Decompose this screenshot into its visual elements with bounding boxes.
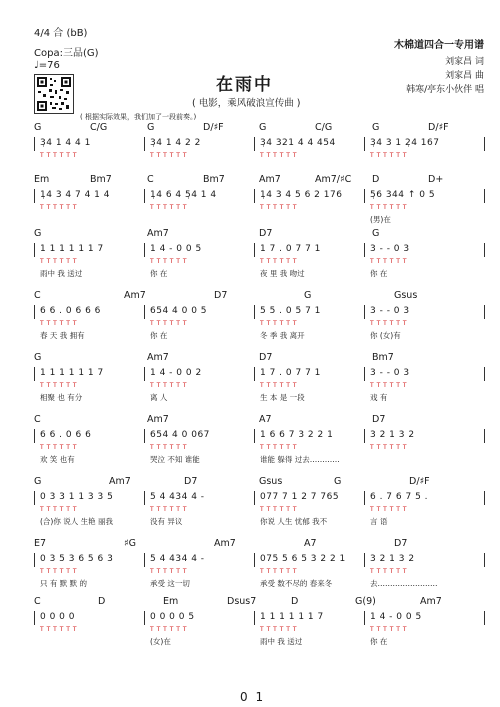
lyric-text: (合)你 说人 生艳 丽我 (40, 517, 114, 526)
measure-notes: 6 6 . 0 6 6 (40, 430, 92, 440)
lyric-text: (男)在 (370, 215, 391, 224)
tab-marks: T T T T T T (370, 506, 408, 513)
chord-symbol: D/♯F (428, 122, 449, 133)
chord-symbol: Bm7 (372, 352, 394, 363)
lyric-text: 相聚 也 有分 (40, 393, 83, 402)
bar-line (484, 429, 485, 443)
lyric-text: 谁能 躲得 过去………… (260, 455, 340, 464)
measure-notes: 1 1 1 1 1 1 7 (40, 244, 104, 254)
bar-line (34, 243, 35, 257)
measure-notes: 1 4 - 0 0 5 (150, 244, 202, 254)
lyric-text: 戏 有 (370, 393, 388, 402)
measure-notes: 1 1 1 1 1 1 7 (260, 612, 324, 622)
chord-symbol: Am7 (420, 596, 442, 607)
measure-notes: 654 4 0 0 5 (150, 306, 208, 316)
chord-symbol: E7 (34, 538, 47, 549)
lyric-text: 离 人 (150, 393, 168, 402)
tab-marks: T T T T T T (370, 152, 408, 159)
bar-line (144, 137, 145, 151)
tab-marks: T T T T T T (40, 444, 78, 451)
chord-symbol: Em (163, 596, 179, 607)
chord-symbol: D7 (394, 538, 408, 549)
measure-notes: 0 0 0 0 5 (150, 612, 195, 622)
tab-marks: T T T T T T (260, 626, 298, 633)
tab-marks: T T T T T T (370, 204, 408, 211)
bar-line (144, 367, 145, 381)
tab-marks: T T T T T T (150, 382, 188, 389)
measure-notes: 3 - - 0 3 (370, 244, 410, 254)
bar-line (364, 367, 365, 381)
measure-notes: 3 2 1 3 2 (370, 430, 415, 440)
measure-notes: 3̣4 3 1 2̣4 167 (370, 138, 440, 148)
tab-marks: T T T T T T (150, 444, 188, 451)
bar-line (484, 243, 485, 257)
chord-row (34, 414, 484, 426)
lyric-text: 你 (女)有 (370, 331, 401, 340)
chord-symbol: D (372, 174, 380, 185)
chord-symbol: A7 (259, 414, 272, 425)
lyric-text: 没有 异议 (150, 517, 183, 526)
chord-row (34, 174, 484, 186)
measure-notes: 3̣4 1 4 4 1 (40, 138, 91, 148)
measure-notes: 075 5 6 5 3 2 2 1 (260, 554, 346, 564)
bar-line (484, 553, 485, 567)
bar-line (254, 553, 255, 567)
tab-marks: T T T T T T (260, 382, 298, 389)
chord-symbol: Am7 (214, 538, 236, 549)
intro-note: ( 根据实际效果，我们加了一段前奏。) (80, 113, 197, 121)
chord-symbol: G (34, 228, 42, 239)
bar-line (34, 189, 35, 203)
chord-row (34, 122, 484, 134)
lyric-row (34, 516, 484, 528)
note-row (34, 190, 484, 202)
lyric-row (34, 392, 484, 404)
chord-symbol: D7 (372, 414, 386, 425)
measure-notes: 1 7 . 0 7 7 1 (260, 244, 321, 254)
measure-notes: 1̣4 3 4 5 6 2 176 (260, 190, 343, 200)
bar-line (254, 189, 255, 203)
measure-notes: 0 3 3 1 1 3 3 5 (40, 492, 114, 502)
bar-line (34, 367, 35, 381)
lyricist-credit: 刘家昌 词 (445, 57, 484, 67)
chord-row (34, 596, 484, 608)
chord-symbol: Dsus7 (227, 596, 257, 607)
tab-marks: T T T T T T (40, 506, 78, 513)
chord-symbol: ♯G (124, 538, 136, 549)
note-row (34, 368, 484, 380)
tab-marks: T T T T T T (150, 568, 188, 575)
chord-symbol: D (291, 596, 299, 607)
bar-line (254, 611, 255, 625)
bar-line (34, 553, 35, 567)
lyric-text: (女)在 (150, 637, 171, 646)
lyric-text: 夜 里 我 吻过 (260, 269, 305, 278)
chord-symbol: Am7 (109, 476, 131, 487)
measure-notes: 5 5 . 0 5 7 1 (260, 306, 321, 316)
tab-marks: T T T T T T (40, 152, 78, 159)
bar-line (144, 611, 145, 625)
tab-marks: T T T T T T (40, 568, 78, 575)
measure-notes: 1̣4 3 4 7 4 1 4 (40, 190, 110, 200)
chord-symbol: Am7/♯C (315, 174, 352, 185)
chord-symbol: C (147, 174, 154, 185)
chord-symbol: G (259, 122, 267, 133)
bar-line (34, 429, 35, 443)
measure-notes: 6 . 7 6 7 5 . (370, 492, 429, 502)
lyric-text: 你 在 (370, 637, 388, 646)
chord-row (34, 228, 484, 240)
measure-notes: 0 0 0 0 (40, 612, 75, 622)
lyric-row (34, 330, 484, 342)
chord-symbol: Am7 (147, 352, 169, 363)
chord-symbol: D7 (259, 352, 273, 363)
tab-marks: T T T T T T (40, 258, 78, 265)
measure-notes: 3̣4 1 4 2 2 (150, 138, 201, 148)
chord-symbol: G (147, 122, 155, 133)
chord-symbol: Gsus (394, 290, 418, 301)
lyric-row (34, 214, 484, 226)
lyric-text: 你 在 (150, 331, 168, 340)
lyric-text: 承受 数不尽的 春来冬 (260, 579, 333, 588)
chord-symbol: A7 (304, 538, 317, 549)
chord-symbol: D7 (259, 228, 273, 239)
lyric-row (34, 578, 484, 590)
chord-symbol: G(9) (355, 596, 376, 607)
chord-symbol: C (34, 290, 41, 301)
lyric-text: 你说 人生 忧郁 我不 (260, 517, 328, 526)
chord-symbol: C (34, 596, 41, 607)
chord-row (34, 352, 484, 364)
bar-line (34, 137, 38, 151)
tab-marks: T T T T T T (150, 204, 188, 211)
bar-line (144, 553, 145, 567)
chord-symbol: Am7 (124, 290, 146, 301)
tab-row (34, 258, 484, 268)
tab-row (34, 382, 484, 392)
measure-notes: 3 - - 0 3 (370, 368, 410, 378)
chord-symbol: Bm7 (203, 174, 225, 185)
qr-code-icon (34, 74, 74, 114)
chord-symbol: C (34, 414, 41, 425)
lyric-text: 言 语 (370, 517, 388, 526)
bar-line (254, 367, 255, 381)
note-row (34, 554, 484, 566)
measure-notes: 5 4 434 4 - (150, 554, 205, 564)
time-key: 4/4 合 (bB) (34, 28, 88, 39)
bar-line (254, 243, 255, 257)
chord-symbol: C/G (315, 122, 333, 133)
note-row (34, 306, 484, 318)
lyric-text: 冬 季 我 离开 (260, 331, 305, 340)
bar-line (254, 305, 255, 319)
singer-credit: 韩寒/亭东小伙伴 唱 (406, 85, 484, 95)
song-title: 在雨中 (216, 75, 273, 95)
bar-line (144, 189, 145, 203)
bar-line (364, 429, 365, 443)
chord-symbol: Am7 (147, 414, 169, 425)
tab-row (34, 568, 484, 578)
tab-marks: T T T T T T (40, 626, 78, 633)
brand-label: 木棉道四合一专用谱 (394, 40, 484, 51)
bar-line (364, 611, 365, 625)
bar-line (144, 429, 145, 443)
bar-line (144, 305, 145, 319)
tab-marks: T T T T T T (370, 626, 408, 633)
note-row (34, 430, 484, 442)
bar-line (484, 367, 485, 381)
tab-marks: T T T T T T (370, 444, 408, 451)
lyric-text: 只 有 默 默 的 (40, 579, 88, 588)
bar-line (254, 429, 255, 443)
chord-symbol: Bm7 (90, 174, 112, 185)
tab-marks: T T T T T T (370, 320, 408, 327)
bar-line (484, 611, 485, 625)
tab-marks: T T T T T T (40, 320, 78, 327)
bar-line (484, 305, 485, 319)
chord-symbol: D (98, 596, 106, 607)
tab-marks: T T T T T T (150, 152, 188, 159)
lyric-text: 欢 笑 也有 (40, 455, 75, 464)
page-number: 0 1 (240, 690, 266, 704)
lyric-text: 承受 这一切 (150, 579, 190, 588)
measure-notes: 1 4 - 0 0 2 (150, 368, 202, 378)
chord-symbol: G (34, 476, 42, 487)
chord-symbol: G (334, 476, 342, 487)
chord-symbol: G (34, 122, 42, 133)
tab-marks: T T T T T T (260, 506, 298, 513)
measure-notes: 077 7 1 2 7 765 (260, 492, 340, 502)
measure-notes: 1 7 . 0 7 7 1 (260, 368, 321, 378)
measure-notes: 3̣4 321 4 4 454 (260, 138, 336, 148)
composer-credit: 刘家昌 曲 (445, 71, 484, 81)
lyric-text: 你 在 (150, 269, 168, 278)
lyric-row (34, 268, 484, 280)
chord-row (34, 538, 484, 550)
tab-marks: T T T T T T (40, 382, 78, 389)
measure-notes: 1̣4 6 4 5̣4 1 4 (150, 190, 217, 200)
tempo-mark: ♩=76 (34, 60, 60, 71)
note-row (34, 244, 484, 256)
measure-notes: 1 6 6 7 3 2 2 1 (260, 430, 334, 440)
bar-line (144, 491, 145, 505)
lyric-row (34, 454, 484, 466)
bar-line (144, 243, 145, 257)
tab-marks: T T T T T T (150, 258, 188, 265)
tab-marks: T T T T T T (370, 568, 408, 575)
note-row (34, 612, 484, 624)
chord-symbol: G (372, 228, 380, 239)
lyric-text: 雨中 我 送过 (260, 637, 303, 646)
tab-marks: T T T T T T (150, 320, 188, 327)
tab-row (34, 506, 484, 516)
tab-row (34, 320, 484, 330)
tab-marks: T T T T T T (370, 382, 408, 389)
bar-line (34, 491, 35, 505)
bar-line (364, 305, 365, 319)
lyric-text: 去…………………… (370, 579, 438, 588)
bar-line (364, 243, 365, 257)
chord-symbol: D7 (184, 476, 198, 487)
chord-symbol: Am7 (259, 174, 281, 185)
measure-notes: 1 4 - 0 0 5 (370, 612, 422, 622)
measure-notes: 654 4 0 067 (150, 430, 210, 440)
chord-symbol: D7 (214, 290, 228, 301)
song-subtitle: ( 电影，乘风破浪宣传曲 ) (192, 98, 301, 109)
note-row (34, 492, 484, 504)
tab-marks: T T T T T T (260, 204, 298, 211)
chord-row (34, 290, 484, 302)
tab-row (34, 152, 484, 162)
bar-line (484, 491, 485, 505)
chord-symbol: D+ (428, 174, 444, 185)
tab-marks: T T T T T T (150, 626, 188, 633)
chord-symbol: G (34, 352, 42, 363)
tab-row (34, 204, 484, 214)
tab-row (34, 444, 484, 454)
tab-marks: T T T T T T (150, 506, 188, 513)
tab-marks: T T T T T T (260, 258, 298, 265)
tab-marks: T T T T T T (40, 204, 78, 211)
chord-symbol: D/♯F (409, 476, 430, 487)
tab-marks: T T T T T T (260, 568, 298, 575)
bar-line (364, 137, 365, 151)
chord-symbol: G (372, 122, 380, 133)
note-row (34, 138, 484, 150)
measure-notes: 0 3 5 3 6 5 6 3 (40, 554, 114, 564)
tab-marks: T T T T T T (260, 320, 298, 327)
bar-line (364, 491, 365, 505)
bar-line (34, 305, 35, 319)
chord-symbol: G (304, 290, 312, 301)
bar-line (254, 137, 255, 151)
measure-notes: 5 4 434 4 - (150, 492, 205, 502)
lyric-text: 春 天 我 拥有 (40, 331, 85, 340)
tab-marks: T T T T T T (260, 444, 298, 451)
capo-info: Copa:三品(G) (34, 48, 99, 59)
measure-notes: 5̣6 344 ↑ 0 5 (370, 190, 436, 200)
chord-symbol: Am7 (147, 228, 169, 239)
lyric-text: 你 在 (370, 269, 388, 278)
chord-symbol: C/G (90, 122, 108, 133)
lyric-text: 生 本 是 一段 (260, 393, 305, 402)
bar-line (364, 553, 365, 567)
lyric-text: 哭泣 不知 谁能 (150, 455, 200, 464)
bar-line (254, 491, 255, 505)
chord-symbol: Gsus (259, 476, 283, 487)
chord-symbol: Em (34, 174, 50, 185)
chord-row (34, 476, 484, 488)
measure-notes: 3 2 1 3 2 (370, 554, 415, 564)
tab-marks: T T T T T T (370, 258, 408, 265)
lyric-row (34, 636, 484, 648)
tab-row (34, 626, 484, 636)
chord-symbol: D/♯F (203, 122, 224, 133)
tab-marks: T T T T T T (260, 152, 298, 159)
measure-notes: 3 - - 0 3 (370, 306, 410, 316)
bar-line (484, 189, 485, 203)
bar-line (484, 137, 485, 151)
lyric-text: 雨中 我 送过 (40, 269, 83, 278)
bar-line (34, 611, 35, 625)
measure-notes: 1 1 1 1 1 1 7 (40, 368, 104, 378)
bar-line (364, 189, 365, 203)
measure-notes: 6 6 . 0 6 6 6 (40, 306, 101, 316)
